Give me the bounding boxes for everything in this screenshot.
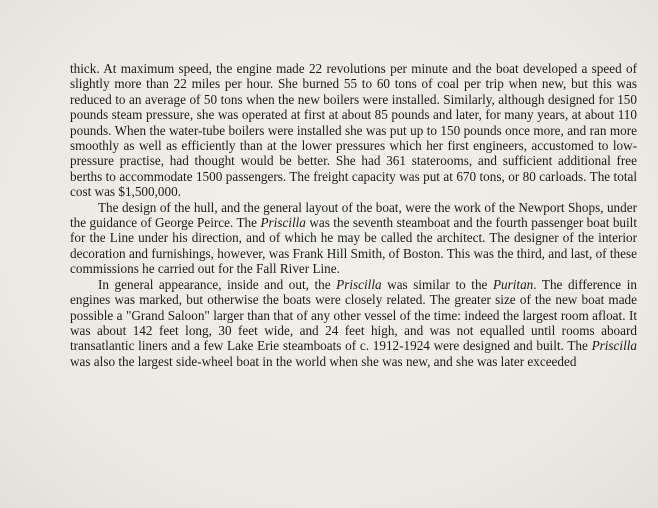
text-run: thick. At maximum speed, the engine made 22 revolutions per minute and the boat developed a speed of slightly more than 22 miles per hour. She burned 55 to 60 tons of coal per trip when new, but this was reduced to an average of 50 tons when the new boilers were installed. Similarly, although designed for 150 pounds steam pressure, she was operated at first at about 85 pounds and later, for many years, at about 110 pounds. When the water-tube boilers were installed she was put up to 150 pounds once more, and ran more smoothly as well as efficiently than at the lower pressures which her first engineers, accustomed to low-pressure practise, had thought would be better. She had 361 staterooms, and sufficient additional free berths to accommodate 1500 passengers. The freight capacity was put at 670 tons, or 80 carloads. The total cost was $1,500,000. <box>70 61 637 200</box>
text-run: was the seventh steamboat and the fourth passenger boat built for the Line under his direction, and of which he may be called the architect. The designer of the interior decoration and furnishings, however, was Frank Hill Smith, of Boston. This was the third, and last, of these commissions he carried out for the Fall River Line. <box>70 215 637 277</box>
ship-name: Priscilla <box>591 338 637 354</box>
text-run: In general appearance, inside and out, the <box>98 276 337 292</box>
text-run: . The difference in engines was marked, but otherwise the boats were closely related. The greater size of the new boat made possible a "Grand Saloon" larger than that of any other vessel of the time: indeed the largest room afloat. It was about 142 feet long, 30 feet wide, and 24 feet high, and was not equalled until rooms aboard transatlantic liners and a few Lake Erie steamboats of c. 1912-1924 were designed and built. The <box>70 276 637 354</box>
paragraph-1 <box>70 61 637 200</box>
ship-name: Puritan <box>492 276 534 292</box>
body-text <box>70 61 637 369</box>
text-run: was similar to the <box>381 276 493 292</box>
paragraph-3 <box>70 277 637 369</box>
text-run: was also the largest side-wheel boat in the world when she was new, and she was later exceeded <box>70 353 577 369</box>
ship-name: Priscilla <box>336 276 382 292</box>
ship-name: Priscilla <box>260 215 306 231</box>
text-run: The design of the hull, and the general layout of the boat, were the work of the Newport Shops, under the guidance of George Peirce. The <box>70 199 637 231</box>
paragraph-2 <box>70 200 637 277</box>
